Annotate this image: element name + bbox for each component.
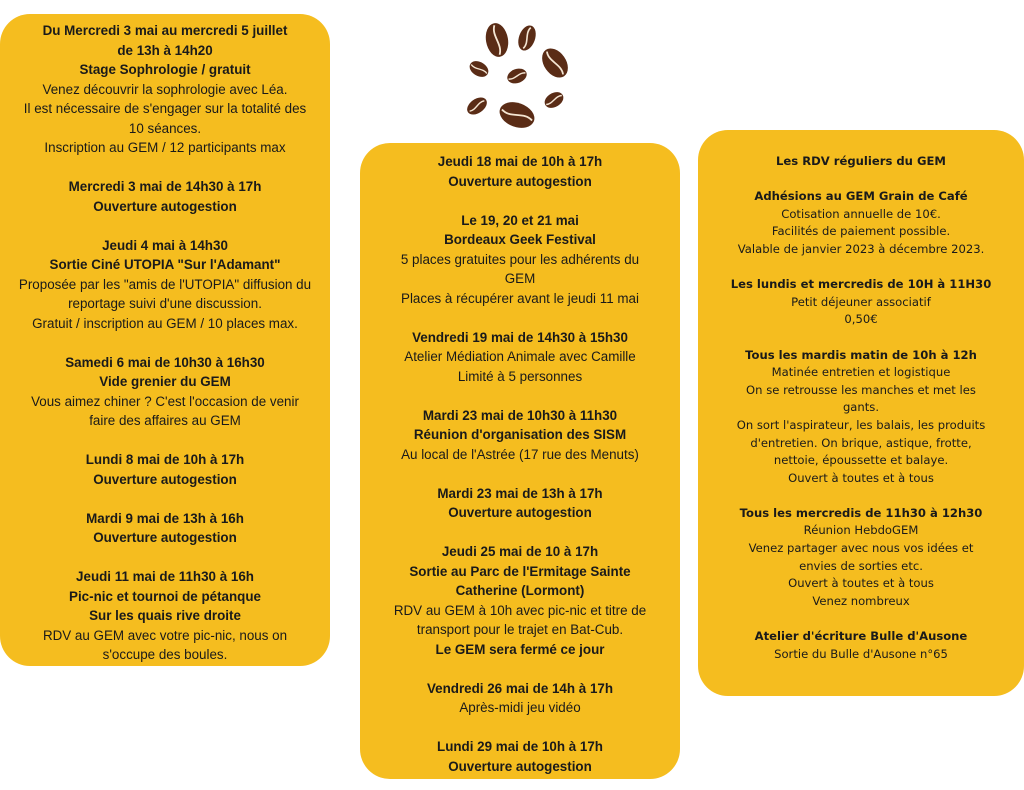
event-heading: Lundi 29 mai de 10h à 17h [437,739,603,754]
event-heading: Ouverture autogestion [448,505,592,520]
event-detail: envies de sorties etc. [799,558,923,573]
event-detail: Proposée par les "amis de l'UTOPIA" diffusion du [18,276,312,292]
event-detail: Au local de l'Astrée (17 rue des Menuts) [401,446,639,462]
event-heading: Vendredi 26 mai de 14h à 17h [426,680,614,696]
regular-meetings-card [698,130,1024,696]
event-detail: Gratuit / inscription au GEM / 10 places max. [32,315,298,331]
event-heading: Ouverture autogestion [448,173,592,189]
event-detail: 0,50€ [844,312,878,327]
event-detail: reportage suivi d'une discussion. [68,296,262,311]
event-heading: Le 19, 20 et 21 mai [461,212,579,228]
event-heading: Sur les quais rive droite [89,608,241,623]
event-detail: d'entretien. On brique, astique, frotte, [750,435,972,450]
spacer [364,308,676,328]
event-heading: Adhésions au GEM Grain de Café [754,189,968,204]
event-heading: Réunion d'organisation des SISM [413,427,627,442]
event-detail: gants. [842,400,880,415]
spacer [364,191,676,211]
event-heading: Jeudi 18 mai de 10h à 17h [437,154,603,169]
event-heading: Samedi 6 mai de 10h30 à 16h30 [65,354,265,370]
event-heading: Le GEM sera fermé ce jour [435,641,605,657]
event-detail: 10 séances. [128,120,202,136]
spacer [364,718,676,738]
event-detail: Atelier Médiation Animale avec Camille [404,349,636,364]
event-detail: transport pour le trajet en Bat-Cub. [416,622,624,637]
event-heading: Les RDV réguliers du GEM [776,154,946,168]
event-detail: Matinée entretien et logistique [771,365,951,380]
event-detail: Cotisation annuelle de 10€. [781,206,941,221]
event-detail: Après-midi jeu vidéo [459,700,581,715]
event-detail: Limité à 5 personnes [457,368,583,384]
event-heading: Tous les mercredis de 11h30 à 12h30 [739,505,983,520]
event-heading: Catherine (Lormont) [455,583,585,598]
event-detail: On se retrousse les manches et met les [746,382,976,397]
event-detail: Sortie du Bulle d'Ausone n°65 [774,646,948,661]
event-detail: Réunion HebdoGEM [803,523,919,538]
event-heading: Ouverture autogestion [93,471,237,487]
event-detail: RDV au GEM avec votre pic-nic, nous on [42,627,288,643]
event-detail: Valable de janvier 2023 à décembre 2023. [737,241,985,256]
event-heading: Mardi 23 mai de 13h à 17h [437,485,603,501]
event-heading: de 13h à 14h20 [117,42,213,58]
spacer [4,548,326,568]
event-detail: Ouvert à toutes et à tous [788,576,934,591]
event-heading: Lundi 8 mai de 10h à 17h [85,452,245,467]
spacer [4,158,326,178]
events-card-late-may [360,143,680,779]
event-heading: Ouverture autogestion [93,198,237,214]
event-heading: Sortie au Parc de l'Ermitage Sainte [409,563,631,579]
event-heading: Les lundis et mercredis de 10H à 11H30 [730,277,992,292]
spacer [704,259,1018,277]
event-detail: Venez découvrir la sophrologie avec Léa. [42,81,288,97]
event-detail: Vous aimez chiner ? C'est l'occasion de venir [31,393,299,409]
event-detail: Ouvert à toutes et à tous [788,470,934,485]
event-heading: Sortie Ciné UTOPIA "Sur l'Adamant" [49,257,281,272]
event-heading: Vendredi 19 mai de 14h30 à 15h30 [412,329,628,345]
event-detail: Il est nécessaire de s'engager sur la totalité des [23,101,307,116]
spacer [4,431,326,451]
spacer [4,333,326,353]
event-detail: s'occupe des boules. [102,647,228,662]
event-heading: Mardi 23 mai de 10h30 à 11h30 [422,407,618,423]
event-heading: Stage Sophrologie / gratuit [79,62,251,77]
event-heading: Tous les mardis matin de 10h à 12h [745,347,977,362]
event-detail: Petit déjeuner associatif [791,294,931,309]
event-heading: Bordeaux Geek Festival [444,232,596,247]
event-heading: Mercredi 3 mai de 14h30 à 17h [68,179,262,194]
event-heading: Du Mercredi 3 mai au mercredi 5 juillet [42,23,288,38]
event-detail: faire des affaires au GEM [89,413,241,428]
event-detail: Facilités de paiement possible. [771,224,951,239]
event-detail: RDV au GEM à 10h avec pic-nic et titre de [393,602,647,618]
spacer [4,489,326,509]
event-detail: nettoie, époussette et balaye. [773,453,949,468]
spacer [364,464,676,484]
event-detail: Inscription au GEM / 12 participants max [44,140,286,155]
spacer [364,523,676,543]
event-heading: Atelier d'écriture Bulle d'Ausone [754,629,968,644]
event-heading: Jeudi 25 mai de 10 à 17h [441,544,599,559]
event-heading: Pic-nic et tournoi de pétanque [69,588,261,604]
event-detail: Places à récupérer avant le jeudi 11 mai [401,290,639,306]
spacer [364,659,676,679]
spacer [704,329,1018,347]
event-detail: Venez partager avec nous vos idées et [748,541,974,556]
event-detail: 5 places gratuites pour les adhérents du [400,251,640,267]
coffee-beans-icon [460,18,572,136]
events-card-early-may [0,14,330,666]
spacer [704,610,1018,628]
event-detail: On sort l'aspirateur, les balais, les produits [736,417,986,432]
event-heading: Jeudi 11 mai de 11h30 à 16h [76,569,254,584]
event-detail: Venez nombreux [812,593,910,608]
event-heading: Vide grenier du GEM [99,374,231,389]
spacer [364,386,676,406]
event-detail: GEM [504,271,536,286]
event-heading: Ouverture autogestion [448,758,592,774]
spacer [4,216,326,236]
event-heading: Jeudi 4 mai à 14h30 [102,237,228,253]
event-heading: Mardi 9 mai de 13h à 16h [86,510,244,526]
event-heading: Ouverture autogestion [93,530,237,545]
spacer [704,487,1018,505]
spacer [704,171,1018,189]
